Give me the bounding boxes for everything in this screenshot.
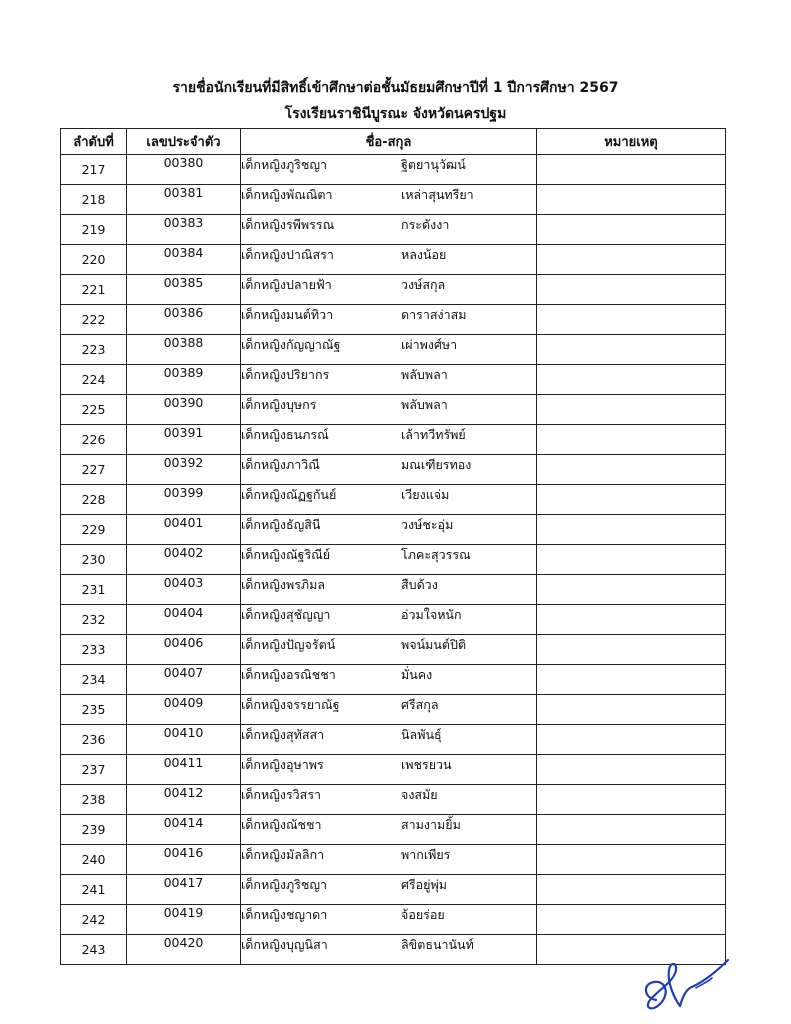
first-name: เด็กหญิงธัญสินี	[241, 517, 321, 532]
table-row	[61, 275, 726, 305]
cell-remark	[537, 305, 726, 335]
last-name: สามงามยิ้ม	[401, 817, 461, 832]
cell-name	[241, 545, 537, 575]
first-name: เด็กหญิงมนต์ทิวา	[241, 307, 334, 322]
cell-remark	[537, 395, 726, 425]
cell-student-id: 00414	[127, 815, 241, 845]
table-row	[61, 725, 726, 755]
cell-remark	[537, 875, 726, 905]
cell-student-id: 00381	[127, 185, 241, 215]
last-name: อ่วมใจหนัก	[401, 607, 462, 622]
first-name: เด็กหญิงปัญจรัตน์	[241, 637, 336, 652]
cell-name	[241, 365, 537, 395]
table-header-row	[61, 129, 726, 155]
last-name: เหล่าสุนทรียา	[401, 187, 474, 202]
cell-remark	[537, 605, 726, 635]
cell-name	[241, 605, 537, 635]
first-name: เด็กหญิงธนภรณ์	[241, 427, 329, 442]
cell-name	[241, 935, 537, 965]
cell-student-id: 00417	[127, 875, 241, 905]
first-name: เด็กหญิงอุษาพร	[241, 757, 324, 772]
cell-name	[241, 305, 537, 335]
table-row	[61, 455, 726, 485]
last-name: ฐิตยานุวัฒน์	[401, 157, 466, 172]
cell-remark	[537, 905, 726, 935]
cell-remark	[537, 245, 726, 275]
last-name: มณเฑียรทอง	[401, 457, 472, 472]
cell-order: 217	[61, 155, 127, 185]
cell-remark	[537, 785, 726, 815]
table-row	[61, 485, 726, 515]
cell-name	[241, 245, 537, 275]
first-name: เด็กหญิงจรรยาณัฐ	[241, 697, 340, 712]
table-row	[61, 815, 726, 845]
cell-student-id: 00409	[127, 695, 241, 725]
last-name: มั่นคง	[401, 667, 433, 682]
cell-order: 230	[61, 545, 127, 575]
cell-student-id: 00386	[127, 305, 241, 335]
cell-student-id: 00410	[127, 725, 241, 755]
first-name: เด็กหญิงรพีพรรณ	[241, 217, 335, 232]
last-name: ดาราสง่าสม	[401, 307, 467, 322]
cell-name	[241, 515, 537, 545]
cell-name	[241, 575, 537, 605]
first-name: เด็กหญิงณัฏฐกันย์	[241, 487, 337, 502]
cell-student-id: 00412	[127, 785, 241, 815]
cell-student-id: 00420	[127, 935, 241, 965]
cell-student-id: 00399	[127, 485, 241, 515]
cell-student-id: 00388	[127, 335, 241, 365]
table-row	[61, 545, 726, 575]
cell-name	[241, 185, 537, 215]
cell-student-id: 00389	[127, 365, 241, 395]
cell-remark	[537, 485, 726, 515]
cell-student-id: 00411	[127, 755, 241, 785]
last-name: จ้อยร่อย	[401, 907, 445, 922]
cell-order: 240	[61, 845, 127, 875]
cell-name	[241, 155, 537, 185]
cell-remark	[537, 425, 726, 455]
cell-student-id: 00419	[127, 905, 241, 935]
cell-name	[241, 725, 537, 755]
first-name: เด็กหญิงกัญญาณัฐ	[241, 337, 341, 352]
cell-order: 235	[61, 695, 127, 725]
last-name: สืบด้วง	[401, 577, 438, 592]
table-row	[61, 425, 726, 455]
table-row	[61, 635, 726, 665]
table-row	[61, 185, 726, 215]
table-row	[61, 515, 726, 545]
cell-order: 229	[61, 515, 127, 545]
cell-student-id: 00404	[127, 605, 241, 635]
cell-order: 233	[61, 635, 127, 665]
cell-order: 227	[61, 455, 127, 485]
last-name: ศรีสกุล	[401, 697, 439, 712]
table-row	[61, 305, 726, 335]
last-name: ลิขิตธนานันท์	[401, 937, 474, 952]
cell-order: 224	[61, 365, 127, 395]
cell-name	[241, 845, 537, 875]
table-row	[61, 395, 726, 425]
cell-name	[241, 395, 537, 425]
cell-name	[241, 905, 537, 935]
cell-student-id: 00403	[127, 575, 241, 605]
cell-order: 222	[61, 305, 127, 335]
first-name: เด็กหญิงบุญนิสา	[241, 937, 328, 952]
last-name: กระดังงา	[401, 217, 450, 232]
cell-student-id: 00402	[127, 545, 241, 575]
cell-student-id: 00416	[127, 845, 241, 875]
cell-order: 238	[61, 785, 127, 815]
cell-name	[241, 275, 537, 305]
cell-order: 232	[61, 605, 127, 635]
table-row	[61, 755, 726, 785]
last-name: นิลพันธุ์	[401, 727, 442, 742]
last-name: หลงน้อย	[401, 247, 447, 262]
table-row	[61, 215, 726, 245]
cell-order: 236	[61, 725, 127, 755]
table-row	[61, 605, 726, 635]
cell-remark	[537, 365, 726, 395]
cell-remark	[537, 515, 726, 545]
first-name: เด็กหญิงบุษกร	[241, 397, 317, 412]
cell-remark	[537, 755, 726, 785]
cell-name	[241, 455, 537, 485]
last-name: พลับพลา	[401, 367, 448, 382]
document-title: รายชื่อนักเรียนที่มีสิทธิ์เข้าศึกษาต่อชั้นมัธยมศึกษาปีที่ 1 ปีการศึกษา 2567	[172, 80, 619, 96]
last-name: จงสมัย	[401, 787, 438, 802]
first-name: เด็กหญิงอรณิชชา	[241, 667, 336, 682]
last-name: เวียงแจ่ม	[401, 487, 450, 502]
table-row	[61, 785, 726, 815]
cell-order: 241	[61, 875, 127, 905]
cell-remark	[537, 725, 726, 755]
cell-student-id: 00391	[127, 425, 241, 455]
signature-mark	[636, 948, 731, 1018]
cell-student-id: 00407	[127, 665, 241, 695]
column-header-student-id: เลขประจำตัว	[127, 129, 241, 155]
first-name: เด็กหญิงสุชัญญา	[241, 607, 331, 622]
cell-name	[241, 665, 537, 695]
cell-student-id: 00390	[127, 395, 241, 425]
table-row	[61, 365, 726, 395]
cell-order: 243	[61, 935, 127, 965]
first-name: เด็กหญิงภาวิณี	[241, 457, 320, 472]
first-name: เด็กหญิงณัชชา	[241, 817, 322, 832]
cell-order: 221	[61, 275, 127, 305]
cell-name	[241, 335, 537, 365]
column-header-name: ชื่อ-สกุล	[241, 129, 537, 155]
last-name: พากเพียร	[401, 847, 451, 862]
cell-name	[241, 755, 537, 785]
cell-student-id: 00384	[127, 245, 241, 275]
table-row	[61, 665, 726, 695]
cell-order: 228	[61, 485, 127, 515]
cell-remark	[537, 635, 726, 665]
cell-order: 223	[61, 335, 127, 365]
cell-remark	[537, 815, 726, 845]
cell-remark	[537, 845, 726, 875]
first-name: เด็กหญิงชญาดา	[241, 907, 328, 922]
cell-student-id: 00406	[127, 635, 241, 665]
last-name: วงษ์ชะอุ่ม	[401, 517, 454, 532]
first-name: เด็กหญิงปาณิสรา	[241, 247, 334, 262]
cell-name	[241, 425, 537, 455]
cell-name	[241, 635, 537, 665]
cell-name	[241, 815, 537, 845]
cell-student-id: 00392	[127, 455, 241, 485]
cell-order: 242	[61, 905, 127, 935]
last-name: เผ่าพงศ์ษา	[401, 337, 458, 352]
table-row	[61, 905, 726, 935]
last-name: เพชรยวน	[401, 757, 452, 772]
last-name: ศรีอยู่พุ่ม	[401, 877, 447, 892]
cell-remark	[537, 275, 726, 305]
table-row	[61, 575, 726, 605]
cell-remark	[537, 155, 726, 185]
first-name: เด็กหญิงภูริชญา	[241, 877, 328, 892]
first-name: เด็กหญิงรวิสรา	[241, 787, 322, 802]
cell-order: 218	[61, 185, 127, 215]
cell-remark	[537, 665, 726, 695]
cell-order: 226	[61, 425, 127, 455]
first-name: เด็กหญิงณัฐริณีย์	[241, 547, 331, 562]
first-name: เด็กหญิงพัณณิตา	[241, 187, 333, 202]
cell-student-id: 00401	[127, 515, 241, 545]
last-name: โภคะสุวรรณ	[401, 547, 471, 562]
first-name: เด็กหญิงภูริชญา	[241, 157, 328, 172]
cell-order: 225	[61, 395, 127, 425]
first-name: เด็กหญิงสุทัสสา	[241, 727, 325, 742]
table-row	[61, 875, 726, 905]
cell-name	[241, 695, 537, 725]
cell-name	[241, 875, 537, 905]
school-name: โรงเรียนราชินีบูรณะ จังหวัดนครปฐม	[284, 106, 507, 122]
cell-student-id: 00380	[127, 155, 241, 185]
cell-name	[241, 785, 537, 815]
cell-student-id: 00383	[127, 215, 241, 245]
cell-remark	[537, 185, 726, 215]
cell-remark	[537, 695, 726, 725]
cell-student-id: 00385	[127, 275, 241, 305]
cell-order: 231	[61, 575, 127, 605]
student-table	[60, 128, 726, 965]
first-name: เด็กหญิงปลายฟ้า	[241, 277, 332, 292]
table-row	[61, 845, 726, 875]
first-name: เด็กหญิงมัลลิกา	[241, 847, 325, 862]
table-row	[61, 245, 726, 275]
table-body	[61, 155, 726, 965]
last-name: พลับพลา	[401, 397, 448, 412]
first-name: เด็กหญิงพรภิมล	[241, 577, 326, 592]
cell-remark	[537, 545, 726, 575]
cell-order: 234	[61, 665, 127, 695]
cell-name	[241, 215, 537, 245]
cell-name	[241, 485, 537, 515]
column-header-order: ลำดับที่	[61, 129, 127, 155]
last-name: พจน์มนต์ปิติ	[401, 637, 467, 652]
table-row	[61, 335, 726, 365]
cell-order: 219	[61, 215, 127, 245]
first-name: เด็กหญิงปริยากร	[241, 367, 330, 382]
cell-remark	[537, 335, 726, 365]
table-row	[61, 695, 726, 725]
column-header-remark: หมายเหตุ	[537, 129, 726, 155]
cell-order: 237	[61, 755, 127, 785]
cell-order: 220	[61, 245, 127, 275]
cell-order: 239	[61, 815, 127, 845]
cell-remark	[537, 455, 726, 485]
table-row	[61, 155, 726, 185]
cell-remark	[537, 215, 726, 245]
last-name: วงษ์สกุล	[401, 277, 446, 292]
cell-remark	[537, 575, 726, 605]
table-row	[61, 935, 726, 965]
last-name: เล้าทวีทรัพย์	[401, 427, 466, 442]
